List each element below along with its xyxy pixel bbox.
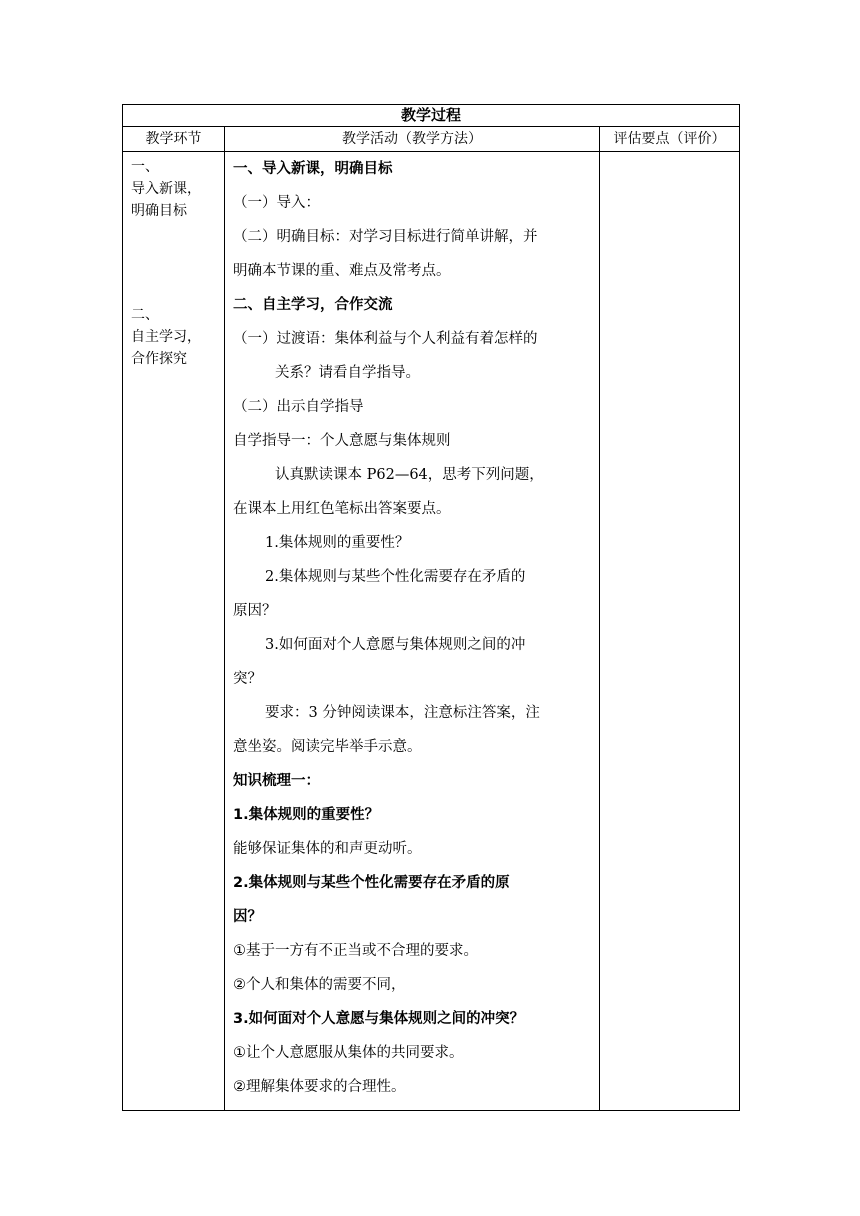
table-header-row [123,127,740,152]
knowledge-2-answer-2: ②个人和集体的需要不同， [233,977,406,993]
table-title: 教学过程 [123,105,740,127]
header-teaching-stage: 教学环节 [123,127,225,152]
intro-line: （一）导入： [233,195,320,211]
knowledge-3-answer-1: ①让个人意愿服从集体的共同要求。 [233,1045,464,1061]
guide-one-title: 自学指导一：个人意愿与集体规则 [233,433,451,449]
knowledge-1-question: 1.集体规则的重要性？ [233,807,380,823]
stage-two-number: 二、 [131,307,159,323]
question-2-line-2: 原因？ [233,603,277,619]
stage-two-line-2: 合作探究 [131,351,187,367]
knowledge-2-question-line-1: 2.集体规则与某些个性化需要存在矛盾的原 [233,875,510,891]
goal-line-1: （二）明确目标：对学习目标进行简单讲解，并 [233,229,538,245]
reading-line-1: 认真默读课本 P62—64，思考下列问题， [275,467,544,483]
transition-line-1: （一）过渡语：集体利益与个人利益有着怎样的 [233,331,538,347]
teaching-stage-cell [123,152,225,1111]
table-title-row [123,105,740,127]
stage-one-line-1: 导入新课， [131,181,201,197]
stage-one-line-2: 明确目标 [131,203,187,219]
stage-two [131,304,224,370]
guide-title: （二）出示自学指导 [233,399,364,415]
evaluation-cell [600,152,740,1111]
goal-line-2: 明确本节课的重、难点及常考点。 [233,263,451,279]
stage-one-number: 一、 [131,159,159,175]
transition-line-2: 关系？请看自学指导。 [275,365,420,381]
teaching-activity-cell [225,152,600,1111]
knowledge-1-answer: 能够保证集体的和声更动听。 [233,841,422,857]
header-teaching-activity: 教学活动（教学方法） [225,127,600,152]
reading-line-2: 在课本上用红色笔标出答案要点。 [233,501,451,517]
stage-one [131,156,224,222]
knowledge-3-question: 3.如何面对个人意愿与集体规则之间的冲突？ [233,1011,525,1027]
requirement-line-2: 意坐姿。阅读完毕举手示意。 [233,739,422,755]
question-3-line-2: 突？ [233,671,262,687]
knowledge-2-answer-1: ①基于一方有不正当或不合理的要求。 [233,943,478,959]
requirement-line-1: 要求：3 分钟阅读课本，注意标注答案，注 [265,705,540,721]
table-body-row [123,152,740,1111]
heading-intro-goals: 一、导入新课，明确目标 [233,161,393,177]
stage-two-line-1: 自主学习， [131,329,201,345]
header-evaluation-points: 评估要点（评价） [600,127,740,152]
question-1: 1.集体规则的重要性？ [265,535,410,551]
question-3-line-1: 3.如何面对个人意愿与集体规则之间的冲 [265,637,526,653]
heading-self-study: 二、自主学习，合作交流 [233,297,393,313]
knowledge-3-answer-2: ②理解集体要求的合理性。 [233,1079,406,1095]
knowledge-title: 知识梳理一： [233,773,320,789]
knowledge-2-question-line-2: 因？ [233,909,262,925]
lesson-process-table [122,104,740,1111]
question-2-line-1: 2.集体规则与某些个性化需要存在矛盾的 [265,569,526,585]
